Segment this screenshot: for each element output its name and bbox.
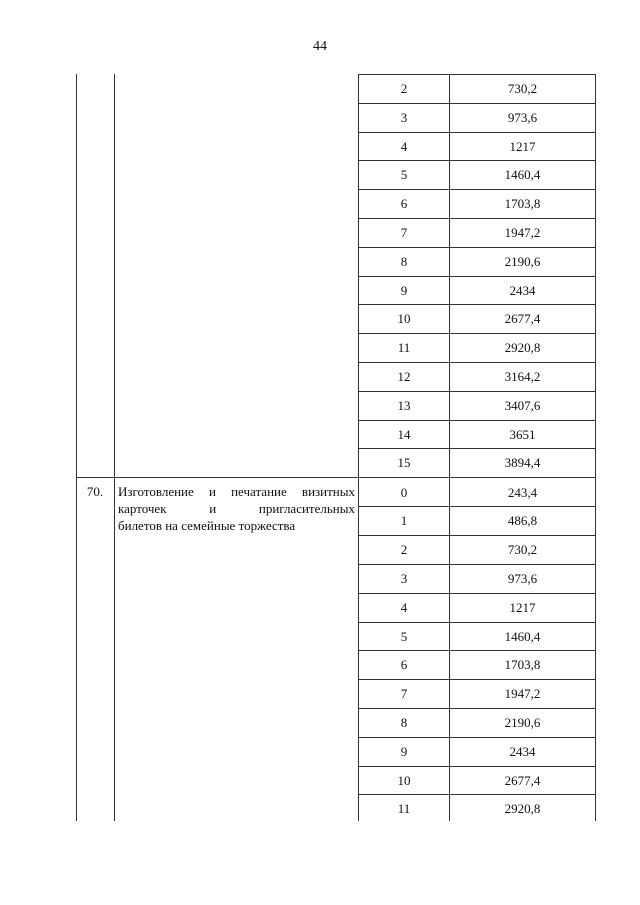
quantity-cell: 7 bbox=[400, 225, 408, 240]
value-cell: 1217 bbox=[509, 138, 536, 154]
table-row bbox=[359, 535, 596, 564]
table-row bbox=[359, 478, 596, 507]
quantity-cell: 4 bbox=[400, 599, 408, 615]
table-row bbox=[359, 679, 596, 708]
quantity-cell: 12 bbox=[397, 369, 411, 384]
value-cell: 1703,8 bbox=[504, 196, 541, 212]
value-cell: 2434 bbox=[509, 282, 536, 298]
value-cell: 1217 bbox=[509, 599, 536, 615]
value-cell: 2677,4 bbox=[504, 311, 541, 327]
item-description bbox=[118, 483, 355, 534]
value-cell: 243,4 bbox=[507, 484, 538, 500]
quantity-cell: 3 bbox=[400, 570, 408, 586]
table-row bbox=[359, 132, 596, 161]
quantity-cell: 8 bbox=[400, 714, 408, 730]
value-cell: 486,8 bbox=[507, 513, 538, 529]
quantity-cell: 6 bbox=[400, 196, 408, 212]
table-row bbox=[359, 420, 596, 449]
table-row bbox=[359, 448, 596, 477]
description-line: Изготовление и печатание визитных bbox=[118, 484, 355, 499]
quantity-cell: 11 bbox=[397, 801, 411, 817]
value-cell: 3894,4 bbox=[504, 455, 541, 471]
quantity-cell: 8 bbox=[400, 253, 408, 269]
value-cell: 973,6 bbox=[507, 570, 538, 586]
table-row bbox=[359, 276, 596, 305]
table-row bbox=[359, 189, 596, 218]
value-cell: 1703,8 bbox=[504, 657, 541, 673]
quantity-cell: 2 bbox=[400, 81, 408, 96]
quantity-cell: 13 bbox=[397, 397, 411, 413]
quantity-cell: 11 bbox=[397, 340, 411, 356]
value-cell: 2920,8 bbox=[504, 801, 541, 817]
description-line: билетов на семейные торжества bbox=[118, 518, 296, 533]
quantity-cell: 14 bbox=[397, 426, 411, 442]
value-cell: 3407,6 bbox=[504, 397, 541, 413]
table-row bbox=[359, 304, 596, 333]
value-cell: 973,6 bbox=[507, 109, 538, 125]
value-cell: 2920,8 bbox=[504, 340, 541, 356]
value-cell: 2434 bbox=[509, 743, 536, 759]
value-cell: 3164,2 bbox=[504, 369, 541, 384]
quantity-cell: 4 bbox=[400, 138, 408, 154]
quantity-cell: 5 bbox=[400, 628, 408, 644]
value-cell: 730,2 bbox=[507, 81, 538, 96]
quantity-cell: 5 bbox=[400, 167, 408, 183]
value-cell: 2190,6 bbox=[504, 253, 541, 269]
table-row bbox=[359, 737, 596, 766]
table-row bbox=[359, 103, 596, 132]
quantity-cell: 9 bbox=[400, 282, 408, 298]
value-cell: 1460,4 bbox=[504, 628, 541, 644]
column-divider-description bbox=[114, 74, 115, 821]
value-cell: 1947,2 bbox=[504, 225, 541, 240]
value-cell: 3651 bbox=[509, 426, 536, 442]
quantity-cell: 7 bbox=[400, 686, 408, 702]
table-row bbox=[359, 506, 596, 535]
table-row bbox=[359, 333, 596, 362]
item-number: 70. bbox=[86, 484, 104, 499]
table-row bbox=[359, 218, 596, 247]
description-line: карточек и пригласительных bbox=[118, 501, 355, 516]
table-row bbox=[359, 794, 596, 823]
table-row bbox=[359, 160, 596, 189]
quantity-cell: 2 bbox=[400, 542, 408, 558]
value-cell: 2190,6 bbox=[504, 714, 541, 730]
quantity-cell: 1 bbox=[400, 513, 408, 529]
value-cell: 1460,4 bbox=[504, 167, 541, 183]
table-row bbox=[359, 593, 596, 622]
quantity-cell: 9 bbox=[400, 743, 408, 759]
table-row bbox=[359, 391, 596, 420]
table-row bbox=[359, 766, 596, 795]
quantity-cell: 15 bbox=[397, 455, 411, 471]
value-cell: 1947,2 bbox=[504, 686, 541, 702]
table-row bbox=[359, 247, 596, 276]
table-row bbox=[359, 362, 596, 391]
quantity-cell: 10 bbox=[397, 311, 411, 327]
quantity-cell: 6 bbox=[400, 657, 408, 673]
quantity-cell: 10 bbox=[397, 772, 411, 788]
table-row bbox=[359, 708, 596, 737]
quantity-cell: 3 bbox=[400, 109, 408, 125]
table-row bbox=[359, 74, 596, 103]
table-row bbox=[359, 622, 596, 651]
quantity-cell: 0 bbox=[400, 484, 408, 500]
table-row bbox=[359, 650, 596, 679]
table-row bbox=[359, 564, 596, 593]
value-cell: 2677,4 bbox=[504, 772, 541, 788]
table-border-left bbox=[76, 74, 77, 821]
page-number: 44 bbox=[313, 39, 327, 54]
value-cell: 730,2 bbox=[507, 542, 538, 558]
